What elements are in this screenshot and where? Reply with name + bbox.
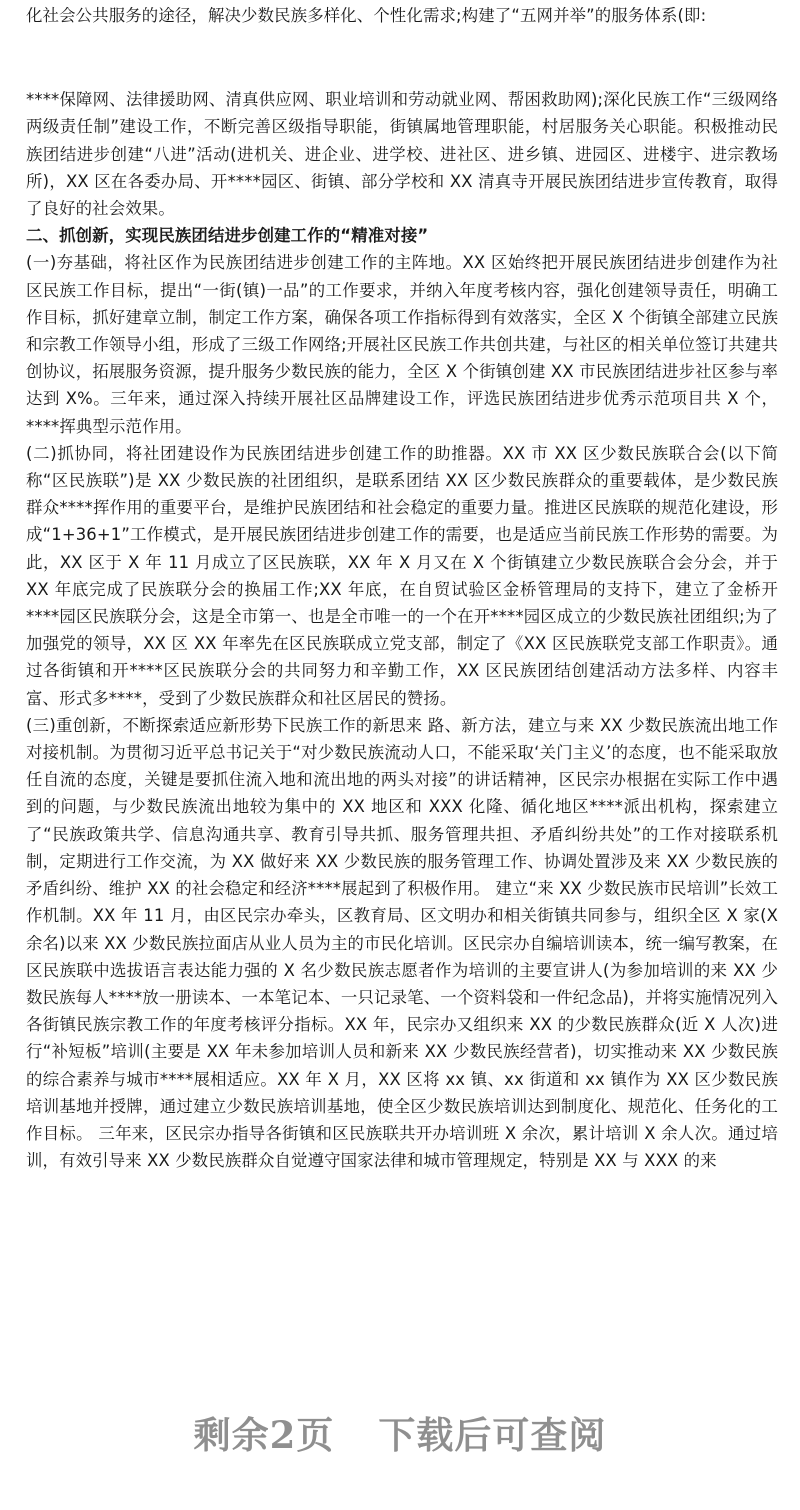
document-paragraph: (二)抓协同，将社团建设作为民族团结进步创建工作的助推器。XX 市 XX 区少数民族联合会(以下简称“区民族联”)是 XX 少数民族的社团组织，是联系团结 XX 区少数民族群众的重要载体，是少数民族群众****挥作用的重要平台，是维护民族团结和社会稳定的重要力量。推进区民族联的规范化建设，形成“1+36+1”工作模式，是开展民族团结进步创建工作的需要，也是适应当前民族工作形势的需要。为此，XX 区于 X 年 11 月成立了区民族联，XX 年 X 月又在 X 个街镇建立少数民族联合会分会，并于 XX 年底完成了民族联分会的换届工作;XX 年底，在自贸试验区金桥管理局的支持下，建立了金桥开****园区民族联分会，这是全市第一、也是全市唯一的一个在开****园区成立的少数民族社团组织;为了加强党的领导，XX 区 XX 年率先在区民族联成立党支部，制定了《XX 区民族联党支部工作职责》。通过各街镇和开****区民族联分会的共同努力和辛勤工作，XX 区民族团结创建活动方法多样、内容丰富、形式多****，受到了少数民族群众和社区居民的赞扬。 <box>26 443 778 708</box>
document-paragraph: ****保障网、法律援助网、清真供应网、职业培训和劳动就业网、帮困救助网);深化民族工作“三级网络两级责任制”建设工作，不断完善区级指导职能，街镇属地管理职能，村居服务关心职能。积极推动民族团结进步创建“八进”活动(进机关、进企业、进学校、进社区、进乡镇、进园区、进楼宇、进宗教场所)，XX 区在各委办局、开****园区、街镇、部分学校和 XX 清真寺开展民族团结进步宣传教育，取得了良好的社会效果。 <box>26 90 778 219</box>
section-heading: 二、抓创新，实现民族团结进步创建工作的“精准对接” <box>26 226 429 246</box>
remaining-pages-label: 剩余2页 <box>193 1413 335 1457</box>
document-body <box>26 2 778 1174</box>
page-gap <box>26 29 778 86</box>
document-paragraph: (一)夯基础，将社区作为民族团结进步创建工作的主阵地。XX 区始终把开展民族团结进步创建作为社区民族工作目标，提出“一街(镇)一品”的工作要求，并纳入年度考核内容，强化创建领导责任，明确工作目标，抓好建章立制，制定工作方案，确保各项工作指标得到有效落实，全区 X 个街镇全部建立民族和宗教工作领导小组，形成了三级工作网络;开展社区民族工作共创共建，与社区的相关单位签订共建共创协议，拓展服务资源，提升服务少数民族的能力，全区 X 个街镇创建 XX 市民族团结进步社区参与率达到 X%。三年来，通过深入持续开展社区品牌建设工作，评选民族团结进步优秀示范项目共 X 个，****挥典型示范作用。 <box>26 253 778 436</box>
content-fade-overlay <box>0 1320 800 1390</box>
download-hint-label: 下载后可查阅 <box>378 1413 607 1457</box>
document-first-line: 化社会公共服务的途径，解决少数民族多样化、个性化需求;构建了“五网并举”的服务体系(即: <box>26 6 707 25</box>
document-paragraph: (三)重创新，不断探索适应新形势下民族工作的新思来 路、新方法，建立与来 XX 少数民族流出地工作对接机制。为贯彻习近平总书记关于“对少数民族流动人口，不能采取‘关门主义’的态度，也不能采取放任自流的态度，关键是要抓住流入地和流出地的两头对接”的讲话精神，区民宗办根据在实际工作中遇到的问题，与少数民族流出地较为集中的 XX 地区和 XXX 化隆、循化地区****派出机构，探索建立了“民族政策共学、信息沟通共享、教育引导共抓、服务管理共担、矛盾纠纷共处”的工作对接联系机制，定期进行工作交流，为 XX 做好来 XX 少数民族的服务管理工作、协调处置涉及来 XX 少数民族的矛盾纠纷、维护 XX 的社会稳定和经济****展起到了积极作用。 建立“来 XX 少数民族市民培训”长效工作机制。XX 年 11 月，由区民宗办牵头，区教育局、区文明办和相关街镇共同参与，组织全区 X 家(X 余名)以来 XX 少数民族拉面店从业人员为主的市民化培训。区民宗办自编培训读本，统一编写教案，在区民族联中选拔语言表达能力强的 X 名少数民族志愿者作为培训的主要宣讲人(为参加培训的来 XX 少数民族每人****放一册读本、一本笔记本、一只记录笔、一个资料袋和一件纪念品)，并将实施情况列入各街镇民族宗教工作的年度考核评分指标。XX 年，民宗办又组织来 XX 的少数民族群众(近 X 人次)进行“补短板”培训(主要是 XX 年未参加培训人员和新来 XX 少数民族经营者)，切实推动来 XX 少数民族的综合素养与城市****展相适应。XX 年 X 月，XX 区将 xx 镇、xx 街道和 xx 镇作为 XX 区少数民族培训基地并授牌，通过建立少数民族培训基地，使全区少数民族培训达到制度化、规范化、任务化的工作目标。 三年来，区民宗办指导各街镇和区民族联共开办培训班 X 余次，累计培训 X 余人次。通过培训，有效引导来 XX 少数民族群众自觉遵守国家法律和城市管理规定，特别是 XX 与 XXX 的来 <box>26 715 778 1171</box>
remaining-pages-banner[interactable] <box>0 1400 800 1470</box>
